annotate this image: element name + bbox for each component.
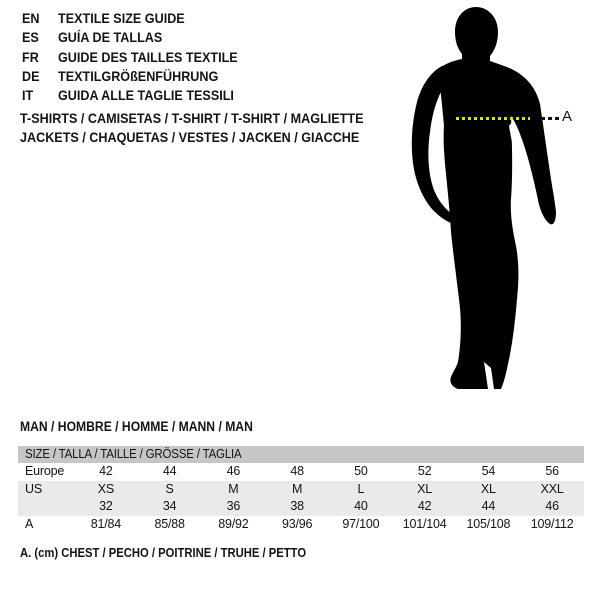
language-code: EN <box>22 10 40 26</box>
size-value: 101/104 <box>402 516 447 531</box>
language-code: IT <box>22 87 34 104</box>
man-silhouette-graphic <box>398 4 568 396</box>
size-table-row <box>18 498 584 516</box>
size-value: 54 <box>481 464 496 478</box>
category-list <box>20 109 363 147</box>
language-guide-title: GUIDE DES TAILLES TEXTILE <box>58 48 238 65</box>
footnote: A. (cm) CHEST / PECHO / POITRINE / TRUHE / PETTO <box>20 546 307 560</box>
size-value: 44 <box>162 464 177 478</box>
size-table-header-label: SIZE / TALLA / TAILLE / GRÖSSE / TAGLIA <box>25 447 242 461</box>
language-row <box>22 86 238 105</box>
size-value: 81/84 <box>90 516 122 531</box>
size-value: XXL <box>540 481 564 496</box>
size-value: L <box>357 481 365 496</box>
size-value: 97/100 <box>342 516 380 531</box>
language-row <box>22 28 238 47</box>
size-value: 93/96 <box>281 516 313 531</box>
size-row-label: Europe <box>25 464 65 478</box>
size-value: XL <box>480 481 496 496</box>
language-guide-title: TEXTILE SIZE GUIDE <box>58 10 185 26</box>
size-table <box>18 446 584 533</box>
size-value: 36 <box>226 499 241 513</box>
size-value: 105/108 <box>466 516 511 531</box>
size-value: 52 <box>417 464 432 478</box>
language-row <box>22 9 238 28</box>
man-silhouette <box>398 4 568 396</box>
size-value: 48 <box>290 464 304 478</box>
language-code: DE <box>22 67 40 84</box>
size-table-header <box>18 446 584 463</box>
man-silhouette-path <box>438 7 556 389</box>
language-code: FR <box>22 48 39 65</box>
size-row-label: A <box>25 516 34 531</box>
size-value: 56 <box>545 464 559 478</box>
size-value: 34 <box>162 499 177 513</box>
size-value: XS <box>97 481 115 496</box>
category-line: JACKETS / CHAQUETAS / VESTES / JACKEN / GIACCHE <box>20 129 360 145</box>
language-code: ES <box>22 29 39 46</box>
category-line: T-SHIRTS / CAMISETAS / T-SHIRT / T-SHIRT / MAGLIETTE <box>20 110 364 126</box>
size-row-label <box>18 498 74 516</box>
size-value: 46 <box>226 464 241 478</box>
size-value: S <box>165 481 174 496</box>
language-row <box>22 67 238 86</box>
language-row <box>22 48 238 67</box>
size-table-body <box>18 463 584 533</box>
measure-leader-line <box>541 117 560 120</box>
size-value: 40 <box>354 499 368 513</box>
size-value: XL <box>417 481 433 496</box>
size-value: 42 <box>99 464 113 478</box>
size-value: 109/112 <box>530 516 574 531</box>
size-table-row <box>18 516 584 534</box>
size-table-row <box>18 463 584 481</box>
language-guide-title: GUIDA ALLE TAGLIE TESSILI <box>58 87 234 104</box>
language-list <box>22 9 238 105</box>
size-value: 85/88 <box>154 516 185 531</box>
size-value: 32 <box>99 499 113 513</box>
size-table-row <box>18 481 584 499</box>
chest-measure-line <box>456 117 530 120</box>
language-guide-title: GUÍA DE TALLAS <box>58 29 163 46</box>
size-value: 89/92 <box>218 516 249 531</box>
size-value: 44 <box>481 499 496 513</box>
measure-label-a: A <box>562 108 573 125</box>
size-value: M <box>228 481 239 496</box>
size-value: M <box>292 481 303 496</box>
size-row-label: US <box>25 481 42 496</box>
language-guide-title: TEXTILGRÖßENFÜHRUNG <box>58 67 219 84</box>
size-value: 42 <box>417 499 432 513</box>
section-title: MAN / HOMBRE / HOMME / MANN / MAN <box>20 419 253 434</box>
size-value: 50 <box>354 464 368 478</box>
size-value: 46 <box>545 499 559 513</box>
size-value: 38 <box>290 499 304 513</box>
